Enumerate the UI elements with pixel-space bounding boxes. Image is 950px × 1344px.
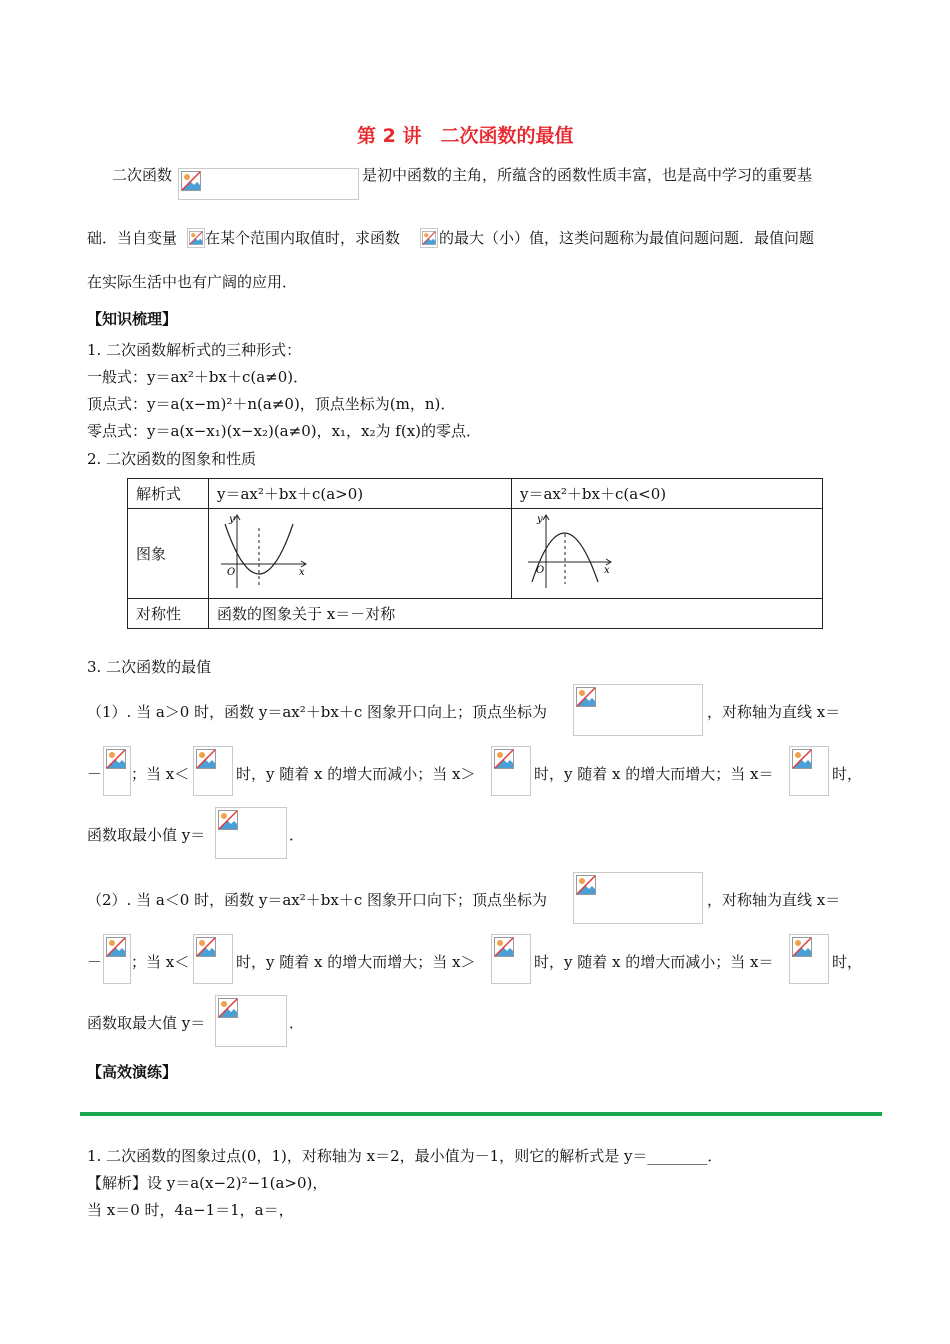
section-divider xyxy=(80,1112,882,1116)
p1-when-less: ；当 x＜ xyxy=(131,765,190,783)
symmetry-text: 函数的图象关于 x＝－对称 xyxy=(209,599,823,629)
p1-min-value: 函数取最小值 y＝ xyxy=(87,826,206,844)
axis-x-label: x xyxy=(299,566,305,578)
table-row-graph-label: 图象 xyxy=(128,509,209,599)
table-header-form: 解析式 xyxy=(128,479,209,509)
vertex-form: 顶点式：y＝a(x−m)²＋n(a≠0)，顶点坐标为(m，n)． xyxy=(87,395,456,413)
p1-period: ． xyxy=(289,826,305,844)
p1-line1-b: ，对称轴为直线 x＝ xyxy=(707,703,841,721)
p2-increasing: 时，y 随着 x 的增大而增大；当 x＞ xyxy=(236,953,476,971)
k3-heading: 3. 二次函数的最值 xyxy=(87,658,212,676)
section-heading-exercises: 【高效演练】 xyxy=(87,1063,178,1081)
intro-line-2-c: 的最大（小）值，这类问题称为最值问题问题．最值问题 xyxy=(439,229,815,247)
k2-heading: 2. 二次函数的图象和性质 xyxy=(87,450,257,468)
origin-label: O xyxy=(536,564,545,576)
max-value-blank xyxy=(215,995,287,1047)
p2-max-value: 函数取最大值 y＝ xyxy=(87,1014,206,1032)
p1-when: 时， xyxy=(832,765,863,783)
intro-line-2-b: 在某个范围内取值时，求函数 xyxy=(205,229,401,247)
intro-line-1-a: 二次函数 xyxy=(112,166,173,184)
exercise-1-solution-1: 【解析】设 y＝a(x−2)²−1(a>0)， xyxy=(87,1174,328,1192)
parabola-downward-graph xyxy=(520,512,620,592)
properties-table xyxy=(127,478,823,629)
p1-increasing: 时，y 随着 x 的增大而增大；当 x＝ xyxy=(534,765,774,783)
parabola-upward-graph xyxy=(217,512,317,592)
page-title: 第 2 讲 二次函数的最值 xyxy=(357,125,574,147)
table-header-a-positive: y＝ax²＋bx＋c(a>0) xyxy=(209,479,512,509)
broken-image-icon xyxy=(187,228,205,248)
p2-minus: － xyxy=(87,953,103,971)
exercise-1-question: 1. 二次函数的图象过点(0，1)，对称轴为 x＝2，最小值为－1，则它的解析式是 y＝________． xyxy=(87,1147,723,1165)
broken-image-icon xyxy=(178,168,359,200)
general-form: 一般式：y＝ax²＋bx＋c(a≠0)． xyxy=(87,368,309,386)
equal-blank xyxy=(789,746,829,796)
graph-cell-downward xyxy=(512,509,823,599)
p1-line1-a: （1）. 当 a＞0 时，函数 y＝ax²＋bx＋c 图象开口向上；顶点坐标为 xyxy=(87,703,547,721)
vertex-coordinate-blank xyxy=(573,872,703,924)
equal-blank xyxy=(789,934,829,984)
intro-line-2-a: 础．当自变量 xyxy=(87,229,178,247)
p2-line1-b: ，对称轴为直线 x＝ xyxy=(707,891,841,909)
p2-line1-a: （2）. 当 a＜0 时，函数 y＝ax²＋bx＋c 图象开口向下；顶点坐标为 xyxy=(87,891,547,909)
min-value-blank xyxy=(215,807,287,859)
p1-decreasing: 时，y 随着 x 的增大而减小；当 x＞ xyxy=(236,765,476,783)
origin-label: O xyxy=(227,566,236,578)
axis-y-label: y xyxy=(537,513,543,525)
p2-when: 时， xyxy=(832,953,863,971)
less-than-blank xyxy=(193,746,233,796)
graph-cell-upward xyxy=(209,509,512,599)
less-than-blank xyxy=(193,934,233,984)
greater-than-blank xyxy=(491,934,531,984)
greater-than-blank xyxy=(491,746,531,796)
axis-value-blank xyxy=(103,746,131,796)
axis-y-label: y xyxy=(229,513,235,525)
p2-decreasing: 时，y 随着 x 的增大而减小；当 x＝ xyxy=(534,953,774,971)
p2-when-less: ；当 x＜ xyxy=(131,953,190,971)
intro-line-1-b: 是初中函数的主角，所蕴含的函数性质丰富，也是高中学习的重要基 xyxy=(362,166,813,184)
zero-form: 零点式：y＝a(x−x₁)(x−x₂)(a≠0)，x₁，x₂为 f(x)的零点． xyxy=(87,422,482,440)
axis-x-label: x xyxy=(604,564,610,576)
intro-line-3: 在实际生活中也有广阔的应用． xyxy=(87,273,298,291)
axis-value-blank xyxy=(103,934,131,984)
table-header-a-negative: y＝ax²＋bx＋c(a<0) xyxy=(512,479,823,509)
section-heading-knowledge: 【知识梳理】 xyxy=(87,310,178,328)
exercise-1-solution-2: 当 x＝0 时，4a−1＝1，a＝， xyxy=(87,1201,294,1219)
vertex-coordinate-blank xyxy=(573,684,703,736)
k1-heading: 1. 二次函数解析式的三种形式： xyxy=(87,341,302,359)
broken-image-icon xyxy=(420,228,438,248)
p2-period: ． xyxy=(289,1014,305,1032)
table-row-symmetry-label: 对称性 xyxy=(128,599,209,629)
p1-minus: － xyxy=(87,765,103,783)
